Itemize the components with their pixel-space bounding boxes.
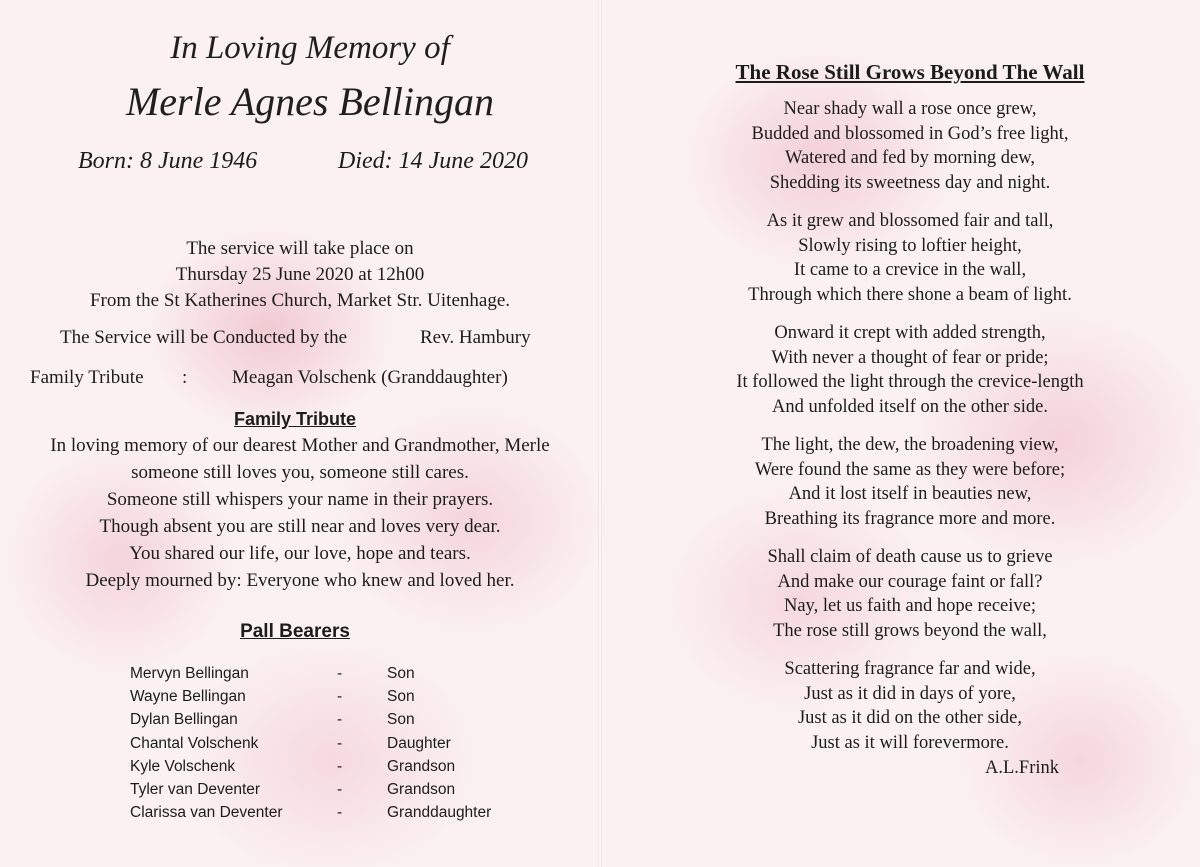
poem-line: Shall claim of death cause us to grieve: [767, 547, 1053, 567]
tribute-line: Deeply mourned by: Everyone who knew and loved her.: [85, 570, 515, 591]
poem-line: With never a thought of fear or pride;: [771, 347, 1049, 368]
poem-line: Slowly rising to loftier height,: [798, 235, 1022, 256]
poem-line: Breathing its fragrance more and more.: [764, 508, 1056, 529]
poem-stanza: [640, 97, 1180, 195]
death-date: Died: 14 June 2020: [338, 148, 528, 174]
poem-line: Through which there shone a beam of light.: [748, 284, 1072, 305]
poem-stanza: [640, 545, 1180, 643]
bearer-relation: Grandson: [387, 780, 456, 798]
pall-bearer-row: [130, 685, 537, 708]
service-line: From the St Katherines Church, Market Str. Uitenhage.: [89, 290, 511, 311]
poem-line: Watered and fed by morning dew,: [784, 148, 1036, 168]
bearer-name: Kyle Volschenk: [130, 757, 236, 775]
tribute-line: Someone still whispers your name in their prayers.: [106, 489, 494, 510]
service-details: [20, 236, 580, 314]
poem-stanza: [640, 657, 1180, 755]
pall-bearer-row: [130, 708, 537, 731]
service-line: The service will take place on: [186, 238, 414, 259]
family-tribute-text: [15, 432, 585, 594]
poem-line: As it grew and blossomed fair and tall,: [766, 211, 1054, 231]
bearer-name: Wayne Bellingan: [130, 688, 246, 706]
bearer-dash: -: [337, 757, 343, 775]
tribute-line: Though absent you are still near and loves very dear.: [99, 516, 501, 537]
poem-author: A.L.Frink: [985, 758, 1059, 778]
bearer-relation: Granddaughter: [387, 804, 492, 822]
bearer-name: Dylan Bellingan: [130, 711, 238, 729]
poem-line: Nay, let us faith and hope receive;: [783, 596, 1037, 616]
poem-stanza: [640, 433, 1180, 531]
birth-date: Born: 8 June 1946: [78, 148, 258, 174]
heading-deceased-name: Merle Agnes Bellingan: [125, 79, 495, 124]
tribute-line: You shared our life, our love, hope and tears.: [129, 543, 471, 564]
service-line: Thursday 25 June 2020 at 12h00: [175, 264, 425, 285]
pall-bearer-row: [130, 778, 537, 801]
poem-line: It came to a crevice in the wall,: [793, 260, 1027, 280]
conducted-label: The Service will be Conducted by the: [60, 327, 348, 348]
bearer-relation: Son: [387, 665, 415, 682]
tribute-separator: :: [182, 367, 188, 388]
bearer-name: Mervyn Bellingan: [130, 665, 249, 682]
poem-line: Just as it did in days of yore,: [804, 683, 1016, 704]
bearer-dash: -: [337, 780, 343, 798]
pall-bearers-heading: Pall Bearers: [240, 621, 350, 642]
poem-stanza: [640, 321, 1180, 419]
poem-line: Were found the same as they were before;: [754, 459, 1066, 480]
poem-line: Onward it crept with added strength,: [774, 323, 1046, 343]
bearer-relation: Grandson: [387, 757, 456, 775]
bearer-dash: -: [337, 711, 343, 729]
poem-line: Budded and blossomed in God’s free light,: [751, 123, 1069, 144]
bearer-dash: -: [337, 688, 343, 706]
bearer-name: Chantal Volschenk: [130, 734, 259, 752]
poem-line: And make our courage faint or fall?: [777, 571, 1043, 592]
card-fold: [598, 0, 602, 867]
poem-line: The light, the dew, the broadening view,: [761, 435, 1059, 455]
bearer-relation: Son: [387, 688, 415, 706]
bearer-dash: -: [337, 734, 343, 752]
poem-line: Scattering fragrance far and wide,: [784, 659, 1036, 679]
poem-title: The Rose Still Grows Beyond The Wall: [735, 60, 1085, 84]
pall-bearers-list: [130, 662, 537, 824]
poem-body: [640, 97, 1180, 769]
poem-line: And it lost itself in beauties new,: [788, 484, 1032, 504]
tribute-line: In loving memory of our dearest Mother and Grandmother, Merle: [50, 435, 550, 456]
pall-bearer-row: [130, 662, 537, 685]
pall-bearer-row: [130, 732, 537, 755]
poem-line: Just as it did on the other side,: [797, 708, 1023, 728]
bearer-name: Clarissa van Deventer: [130, 804, 283, 822]
pall-bearer-row: [130, 755, 537, 778]
bearer-dash: -: [337, 665, 343, 682]
bearer-relation: Daughter: [387, 734, 451, 752]
bearer-dash: -: [337, 804, 343, 822]
poem-line: Shedding its sweetness day and night.: [769, 172, 1051, 193]
poem-line: It followed the light through the crevice-length: [736, 372, 1084, 392]
poem-stanza: [640, 209, 1180, 307]
heading-in-loving-memory: In Loving Memory of: [170, 30, 450, 66]
tribute-line: someone still loves you, someone still cares.: [131, 462, 469, 483]
tribute-by: Meagan Volschenk (Granddaughter): [232, 367, 508, 388]
bearer-relation: Son: [387, 711, 415, 729]
poem-line: Just as it will forevermore.: [811, 732, 1009, 753]
poem-line: Near shady wall a rose once grew,: [783, 99, 1037, 119]
poem-line: The rose still grows beyond the wall,: [773, 620, 1047, 641]
bearer-name: Tyler van Deventer: [130, 780, 261, 798]
pall-bearer-row: [130, 801, 537, 824]
conducted-by: Rev. Hambury: [420, 327, 531, 348]
family-tribute-heading: Family Tribute: [233, 409, 357, 429]
tribute-label: Family Tribute: [30, 367, 144, 388]
poem-line: And unfolded itself on the other side.: [772, 396, 1048, 417]
